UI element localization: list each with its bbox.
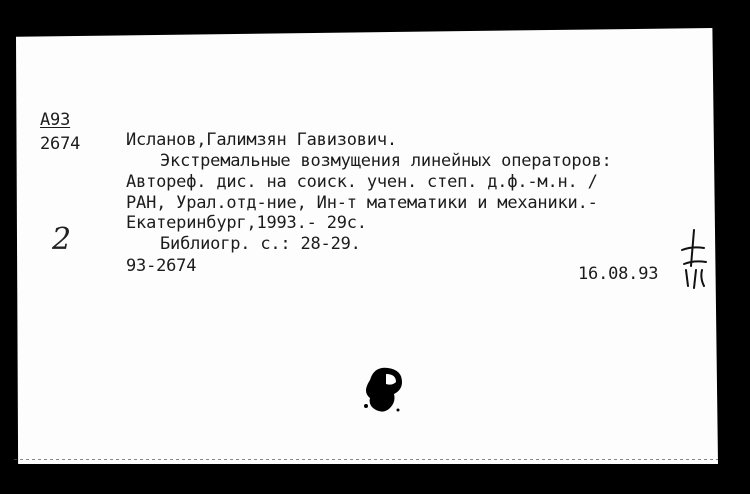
handwritten-copy-mark: 2 [52, 222, 72, 257]
accession-number: 93-2674 [126, 256, 197, 276]
author: Исланов,Галимзян Гавизович. [126, 130, 397, 150]
imprint-line: Екатеринбург,1993.- 29с. [126, 213, 367, 233]
scan-edge-line [14, 459, 718, 460]
title-line-2: Автореф. дис. на соиск. учен. степ. д.ф.-м.н. / [126, 172, 598, 192]
shelf-mark: А93 [40, 110, 71, 130]
title-line-1: Экстремальные возмущения линейных операторов: [160, 151, 612, 171]
handwritten-signature-mark [674, 226, 714, 296]
bibliography-note: Библиогр. с.: 28-29. [160, 234, 361, 254]
card-date: 16.08.93 [578, 264, 659, 284]
call-number: 2674 [40, 134, 81, 154]
publisher-line: РАН, Урал.отд-ние, Ин-т математики и механики.- [126, 193, 598, 213]
ink-blot [356, 360, 412, 418]
